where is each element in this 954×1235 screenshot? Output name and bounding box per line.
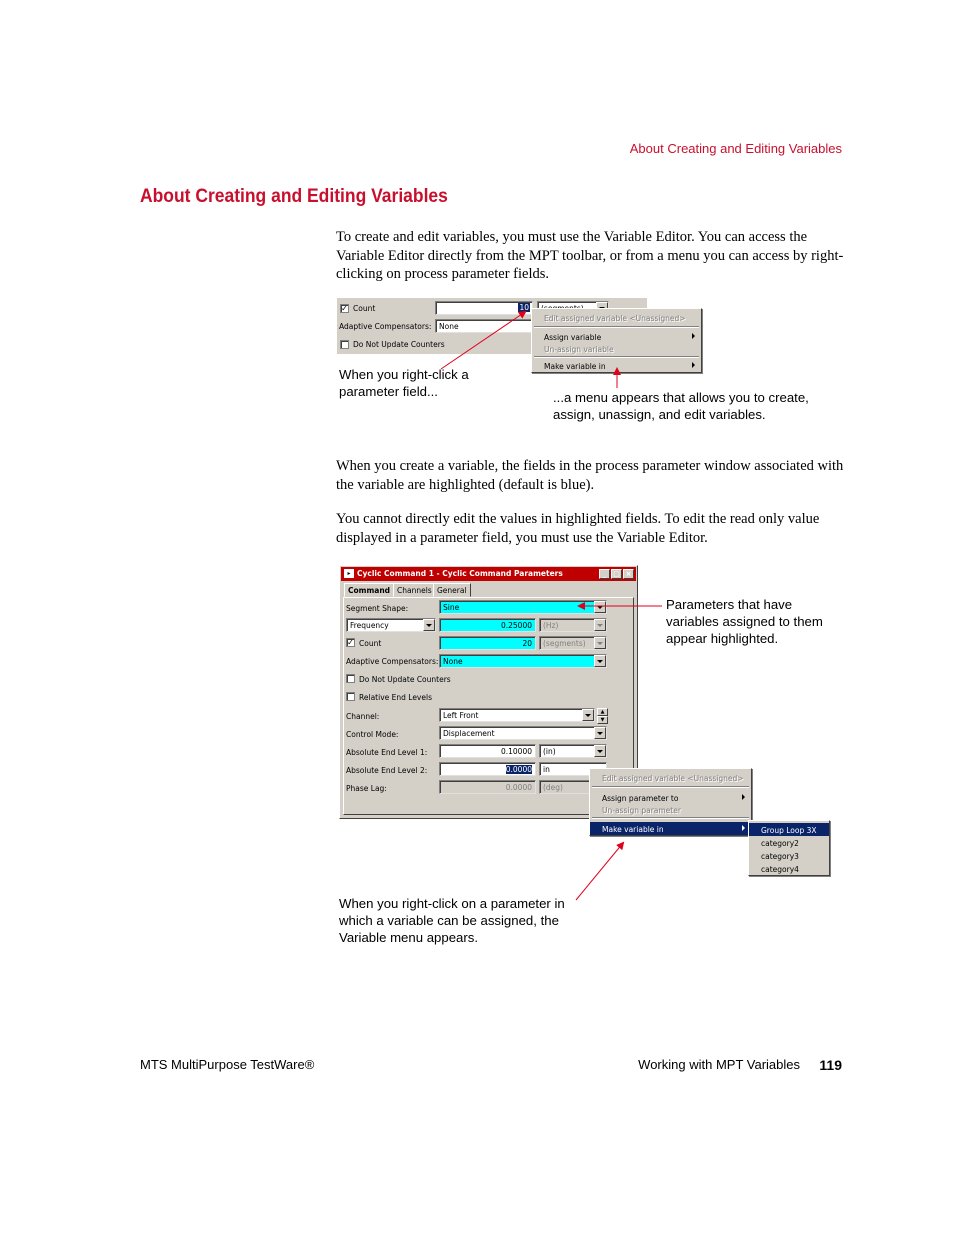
menu-assign-variable-label: Assign variable [544,333,602,342]
channel-label: Channel: [346,712,380,721]
menu-make-variable-label: Make variable in [602,825,664,834]
segment-shape-label: Segment Shape: [346,604,409,613]
frequency-units: (Hz) [543,621,559,630]
submenu-item-category4[interactable]: category4 [761,865,799,874]
paragraph-read-only: You cannot directly edit the values in highlighted fields. To edit the read only value displayed in a parameter field, you must use the Variable Editor. [336,511,820,546]
noupdate-label: Do Not Update Counters [359,675,451,684]
app-icon: ▸ [344,569,354,578]
abs-end-level-2-label: Absolute End Level 2: [346,766,428,775]
abs-end-level-2-units-value: in [543,765,550,774]
control-mode-value: Displacement [443,729,495,738]
tab-general[interactable]: General [433,583,471,597]
section-title: About Creating and Editing Variables [140,186,448,207]
phase-lag-field[interactable]: 0.0000 [439,780,536,794]
menu-unassign-variable[interactable]: Un-assign variable [544,345,614,354]
callout-right-click: When you right-click a parameter field... [339,367,469,399]
window-title: Cyclic Command 1 - Cyclic Command Parameters [357,569,563,578]
maximize-icon[interactable]: □ [611,569,622,579]
count-label: Count [353,304,376,313]
channel-spin-up-icon[interactable]: ▲ [597,708,608,716]
footer-chapter: Working with MPT Variables [638,1057,800,1072]
menu-unassign-parameter[interactable]: Un-assign parameter [602,806,681,815]
count-units: (segments) [543,639,586,648]
count-checkbox[interactable]: ✓ [341,304,348,313]
count-label: Count [359,639,382,648]
segment-shape-value: Sine [443,603,460,612]
menu-assign-parameter-label: Assign parameter to [602,794,679,803]
callout-variable-menu: When you right-click on a parameter in which a variable can be assigned, the Variable menu appears. [339,896,565,945]
phase-lag-units-value: (deg) [543,783,563,792]
close-icon[interactable]: × [623,569,634,579]
menu-edit-assigned-variable[interactable]: Edit assigned variable <Unassigned> [544,314,686,323]
relative-label: Relative End Levels [359,693,432,702]
submenu-item-group-loop[interactable]: Group Loop 3X [749,823,829,836]
frequency-label: Frequency [350,621,389,630]
menu-make-variable-label: Make variable in [544,362,606,371]
menu-edit-assigned-variable[interactable]: Edit assigned variable <Unassigned> [602,774,744,783]
adaptive-label: Adaptive Compensators: [339,322,432,331]
arrow-1 [441,312,525,369]
callout-menu-appears: ...a menu appears that allows you to create, assign, unassign, and edit variables. [553,390,809,422]
minimize-icon[interactable]: _ [599,569,610,579]
channel-spin-down-icon[interactable]: ▼ [597,716,608,724]
frequency-field[interactable]: 0.25000 [439,618,536,632]
count-value-selected: 10 [519,303,529,312]
callout-highlighted: Parameters that have variables assigned to them appear highlighted. [666,597,823,646]
control-mode-label: Control Mode: [346,730,399,739]
phase-lag-label: Phase Lag: [346,784,387,793]
adaptive-label: Adaptive Compensators: [346,657,439,666]
paragraph-highlight: When you create a variable, the fields in the process parameter window associated with the variable are highlighted (default is blue). [336,458,844,493]
submenu-item-category3[interactable]: category3 [761,852,799,861]
running-head: About Creating and Editing Variables [629,141,842,156]
count-checkbox[interactable]: ✓ [347,638,354,647]
abs-end-level-2-value-selected: 0.0000 [505,765,532,774]
tab-command[interactable]: Command [344,583,394,597]
paragraph-intro: To create and edit variables, you must use the Variable Editor. You can access the Variable Editor directly from the MPT toolbar, or from a menu you can access by right-clicking on process parameter fields. [336,229,844,282]
abs-end-level-1-field[interactable]: 0.10000 [439,744,536,758]
adaptive-value: None [443,657,463,666]
count-field[interactable]: 20 [439,636,536,650]
noupdate-label: Do Not Update Counters [353,340,445,349]
footer-product: MTS MultiPurpose TestWare® [140,1057,315,1072]
abs-end-level-1-label: Absolute End Level 1: [346,748,428,757]
adaptive-value: None [439,322,459,331]
page-number: 119 [819,1057,842,1073]
submenu-item-category2[interactable]: category2 [761,839,799,848]
channel-value: Left Front [443,711,479,720]
arrow-4 [576,843,623,900]
tab-channels[interactable]: Channels [393,583,436,597]
abs-end-level-1-units-value: (in) [543,747,556,756]
